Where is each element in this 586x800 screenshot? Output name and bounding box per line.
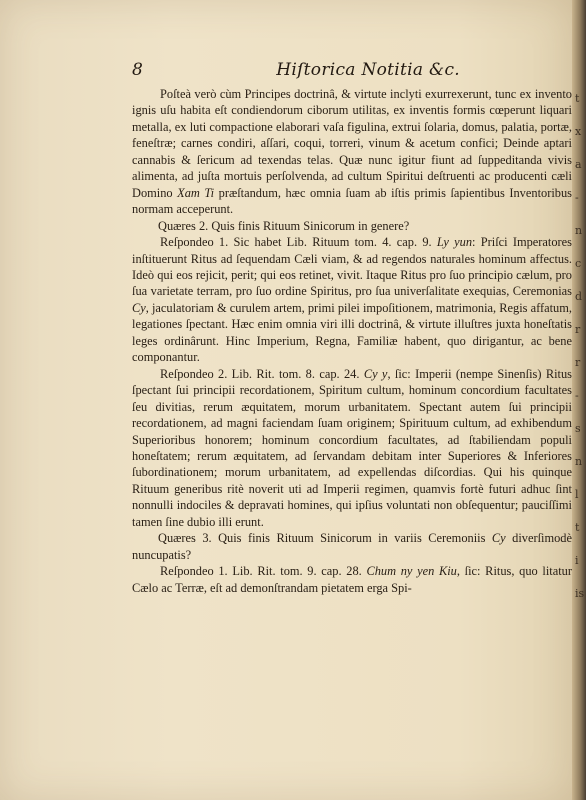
page-number: 8 (132, 60, 143, 80)
text-paragraph (132, 563, 572, 596)
text-segment: Poſteà verò cùm Principes doctrinâ, & virtute inclyti exurrexerunt, tunc ex invento ignis uſu habita eſt condiendorum ciborum utilitas, ex inventis formis cœperunt liquari metalla, ex luti compactione elaborari vaſa figulina, extrui ſolaria, domus, palatia, portæ, feneſtræ; carnes condiri, aſſari, coqui, torreri, vinum & acetum confici; Deinde aptari cannabis & ſericum ad texendas telas. Quæ nunc igitur fiunt ad ſuppeditanda vivis alimenta, ad juſta mortuis perſolvenda, ad cultum Spiritui deſtruenti ac producenti cæli Domino (132, 87, 572, 200)
edge-letter: n (575, 455, 583, 468)
text-segment: præſtandum, hæc omnia ſuam ab iſtis primis ſapientibus Inventoribus normam acceperunt. (132, 185, 572, 217)
text-segment: : Priſci Imperatores inſtituerunt Ritus ad ſequendam Cæli viam, & ad regendos naturales hominum affectus. Ideò qui eos rejicit, perit; qui eos retinet, vivit. Itaque Ritus pro ſuo principio cælum, pro ſua varietate terram, pro ſuo ordine Spiritus, pro ſua univerſalitate exequias, Ceremonias (132, 235, 573, 299)
edge-letter: a (575, 158, 582, 171)
text-segment: Quæres 2. Quis finis Rituum Sinicorum in genere? (158, 218, 410, 233)
text-paragraph (132, 366, 572, 531)
edge-letter: - (575, 389, 579, 402)
text-segment: , ſic: Ritus, quo litatur Cælo ac Terræ, eſt ad demonſtrandam pietatem erga Spi- (132, 564, 572, 595)
edge-letter: n (575, 224, 583, 237)
italic-segment: Ly yun (436, 235, 473, 250)
edge-letter: d (575, 290, 583, 303)
italic-segment: Cy (132, 300, 146, 315)
adjacent-page-letters (574, 0, 586, 800)
text-segment: , jaculatoriam & curulem artem, primi pilei impoſitionem, matrimonia, Regis affatum, legationes ſpectant. Hæc enim omnia viri illi doctrinâ, & virtute illuſtres juxta honeſtatis leges ordinârunt. Hinc Imperium, Regna, Familiæ habent, quo dirigantur, ac bene componantur. (132, 300, 572, 365)
italic-segment: Cy (491, 531, 506, 546)
edge-letter: is (575, 587, 585, 600)
edge-letter: c (575, 257, 582, 270)
question-paragraph (132, 530, 572, 563)
edge-letter: l (575, 488, 579, 501)
edge-letter: t (575, 92, 580, 105)
running-head: Hiſtorica Notitia &c. (276, 60, 460, 80)
page-body (132, 86, 572, 596)
text-segment: Reſpondeo 1. Lib. Rit. tom. 9. cap. 28. (160, 564, 367, 579)
italic-segment: Cy y (363, 366, 388, 381)
edge-letter: s (575, 422, 581, 435)
text-paragraph (132, 86, 572, 218)
edge-letter: i (575, 554, 579, 567)
text-segment: , ſic: Imperii (nempe Sinenſis) Ritus ſpectant ſui principii recordationem, Spiritum cultum, hominum concordium facultates ſeu divitias, rerum æquitatem, morum urbanitatem. Spectant autem ſui principii recordationem, ad magni faciendam ſuam originem; Spirituum cultum, ad exhibendum Superioribus honorem; hominum concordium facultates, ad ſtabiliendam populi honeſtatem; rerum æquitatem, ad ſervandam debitam inter Superiores & Inferiores ſubordinationem; morum urbanitatem, ad expellendas diſcordias. Qui his quinque Rituum generibus ritè noverit uti ad Imperii regimen, quamvis fortè futuri adhuc ſint nonnulli indociles & depravati homines, qui ipſius voluntati non obſequentur; pauciſſimi tamen ſine dubio illi erunt. (132, 366, 572, 529)
edge-letter: - (575, 191, 579, 204)
text-segment: Reſpondeo 1. Sic habet Lib. Rituum tom. 4. cap. 9. (160, 235, 437, 250)
italic-segment: Xam Ti (177, 185, 215, 200)
edge-letter: r (575, 356, 581, 369)
text-segment: Reſpondeo 2. Lib. Rit. tom. 8. cap. 24. (160, 366, 364, 381)
text-segment: Quæres 3. Quis finis Rituum Sinicorum in variis Ceremoniis (158, 531, 492, 546)
edge-letter: t (575, 521, 580, 534)
edge-letter: x (575, 125, 582, 138)
text-segment: diverſimodè nuncupatis? (132, 531, 572, 562)
italic-segment: Chum ny yen Kiu (366, 564, 457, 579)
page-header (132, 60, 460, 84)
question-paragraph (132, 218, 572, 234)
edge-letter: r (575, 323, 581, 336)
text-paragraph (132, 234, 572, 366)
